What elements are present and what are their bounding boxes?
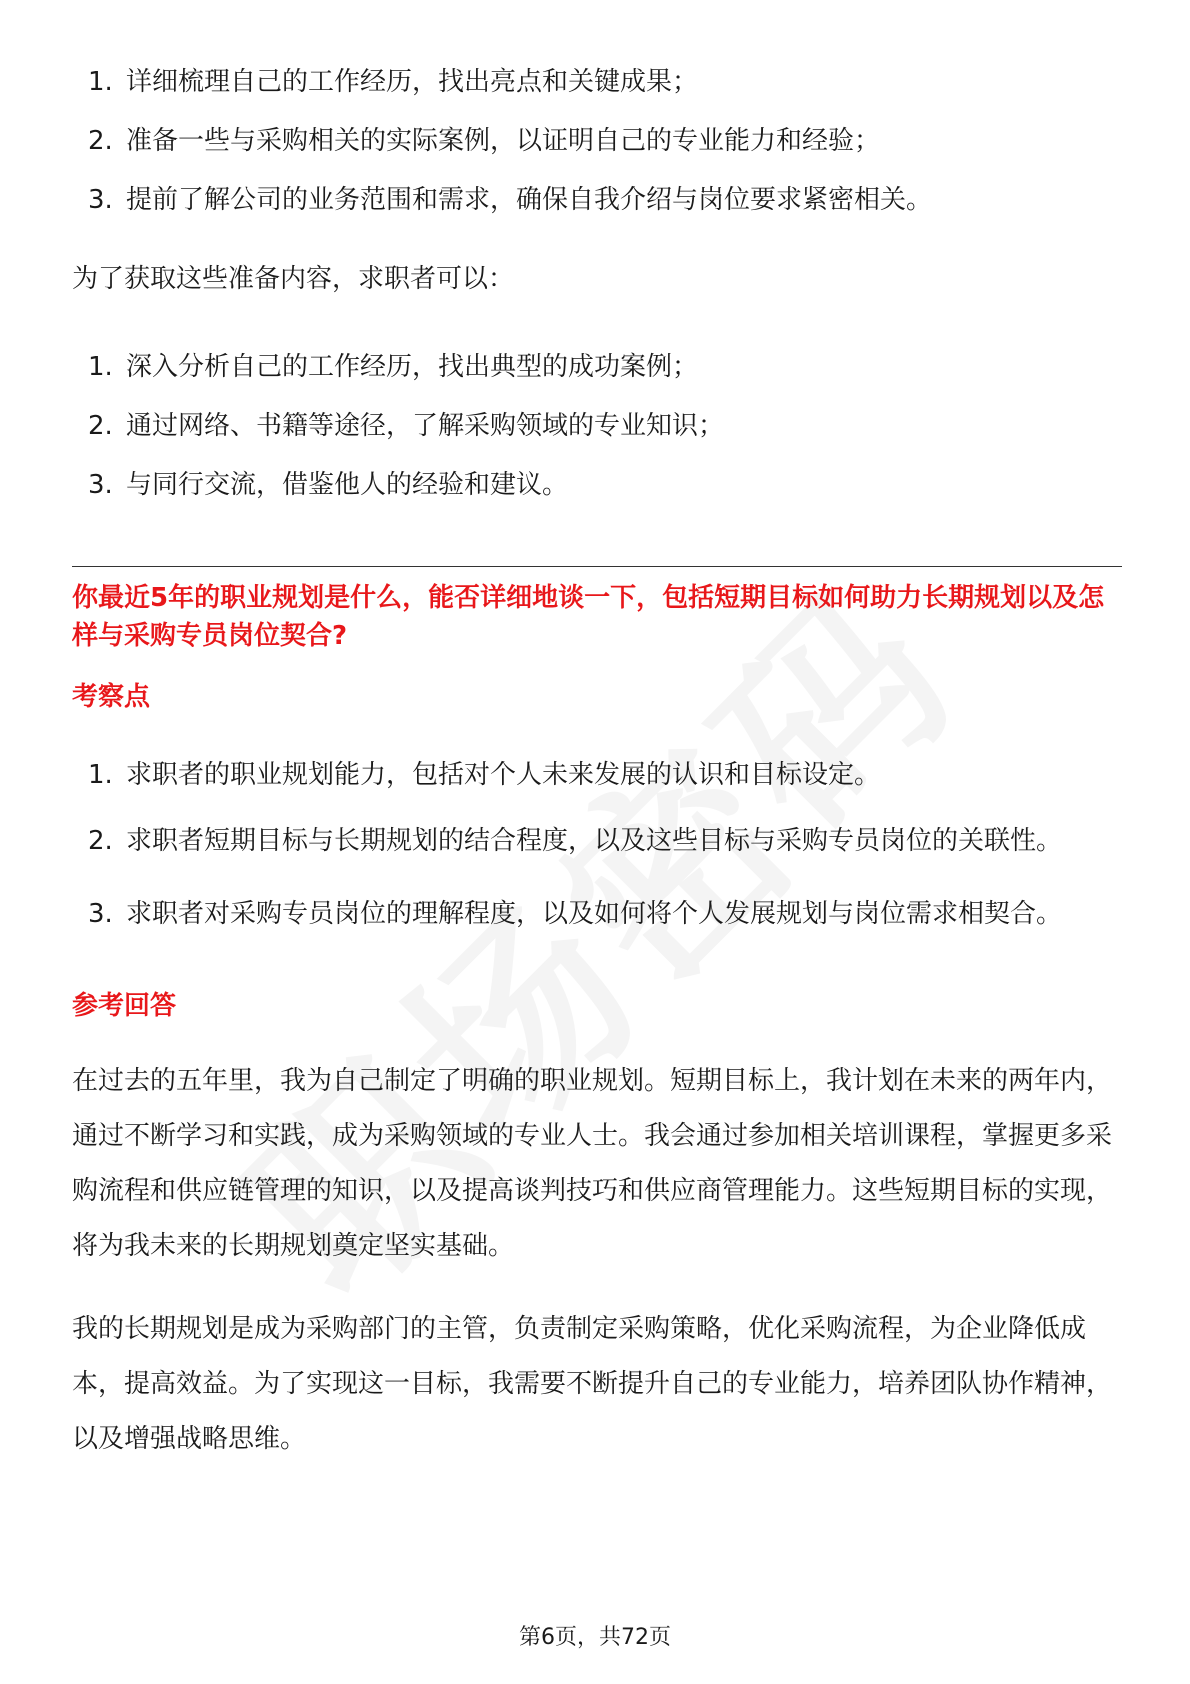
list-number: 1. bbox=[88, 760, 113, 790]
list-number: 2. bbox=[88, 126, 113, 156]
list-text: 与同行交流，借鉴他人的经验和建议。 bbox=[126, 470, 569, 500]
list-text: 求职者的职业规划能力，包括对个人未来发展的认识和目标设定。 bbox=[126, 760, 881, 790]
list-text: 深入分析自己的工作经历，找出典型的成功案例； bbox=[126, 352, 699, 382]
list-item bbox=[72, 463, 1122, 507]
interview-question: 你最近5年的职业规划是什么，能否详细地谈一下，包括短期目标如何助力长期规划以及怎样与采购专员岗位契合? bbox=[72, 583, 1105, 651]
list-text: 通过网络、书籍等途径，了解采购领域的专业知识； bbox=[126, 411, 725, 441]
list-number: 1. bbox=[88, 352, 113, 382]
document-content bbox=[72, 60, 1122, 1467]
list-text: 提前了解公司的业务范围和需求，确保自我介绍与岗位要求紧密相关。 bbox=[126, 185, 933, 215]
list-item bbox=[72, 60, 1122, 104]
list-text: 准备一些与采购相关的实际案例，以证明自己的专业能力和经验； bbox=[126, 126, 881, 156]
list-number: 3. bbox=[88, 470, 113, 500]
list-item bbox=[72, 885, 1122, 943]
list-number: 1. bbox=[88, 67, 113, 97]
prep-list-2 bbox=[72, 345, 1122, 507]
list-item bbox=[72, 404, 1122, 448]
list-number: 3. bbox=[88, 899, 113, 929]
list-text: 详细梳理自己的工作经历，找出亮点和关键成果； bbox=[126, 67, 699, 97]
list-number: 2. bbox=[88, 826, 113, 856]
list-item bbox=[72, 753, 1122, 797]
assessment-list bbox=[72, 753, 1122, 943]
list-number: 2. bbox=[88, 411, 113, 441]
list-item bbox=[72, 812, 1122, 870]
list-item bbox=[72, 178, 1122, 222]
assessment-heading: 考察点 bbox=[72, 682, 151, 712]
answer-heading: 参考回答 bbox=[72, 991, 177, 1021]
page-footer: 第6页，共72页 bbox=[519, 1625, 671, 1650]
list-text: 求职者短期目标与长期规划的结合程度，以及这些目标与采购专员岗位的关联性。 bbox=[126, 826, 1063, 856]
prep-list-1 bbox=[72, 60, 1122, 222]
list-text: 求职者对采购专员岗位的理解程度，以及如何将个人发展规划与岗位需求相契合。 bbox=[126, 899, 1063, 929]
answer-paragraph: 我的长期规划是成为采购部门的主管，负责制定采购策略，优化采购流程，为企业降低成本，提高效益。为了实现这一目标，我需要不断提升自己的专业能力，培养团队协作精神，以及增强战略思维。 bbox=[72, 1314, 1113, 1454]
list-item bbox=[72, 119, 1122, 163]
section-divider bbox=[72, 566, 1122, 567]
list-number: 3. bbox=[88, 185, 113, 215]
list-item bbox=[72, 345, 1122, 389]
intro-paragraph: 为了获取这些准备内容，求职者可以： bbox=[72, 264, 515, 294]
answer-paragraph: 在过去的五年里，我为自己制定了明确的职业规划。短期目标上，我计划在未来的两年内，通过不断学习和实践，成为采购领域的专业人士。我会通过参加相关培训课程，掌握更多采购流程和供应链管理的知识，以及提高谈判技巧和供应商管理能力。这些短期目标的实现，将为我未来的长期规划奠定坚实基础。 bbox=[72, 1066, 1113, 1261]
